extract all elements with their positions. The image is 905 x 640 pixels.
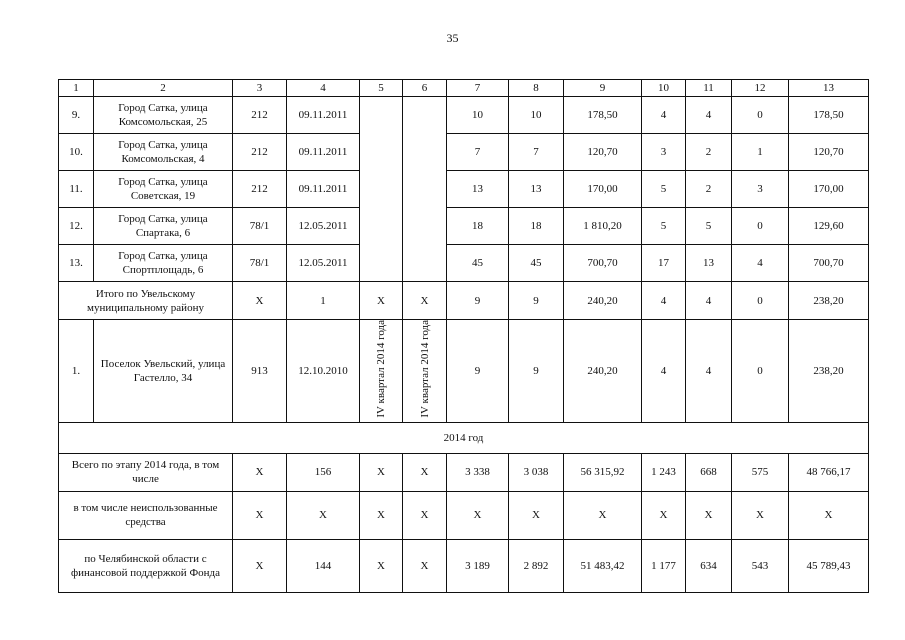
cell: 7 bbox=[509, 134, 564, 171]
cell: 3 038 bbox=[509, 453, 564, 491]
chelyabinsk-label: по Челябинской области с финансовой поддержкой Фонда bbox=[59, 539, 233, 592]
cell: 10 bbox=[509, 97, 564, 134]
vertical-cell bbox=[403, 320, 447, 423]
cell: 170,00 bbox=[564, 171, 642, 208]
cell: 2 892 bbox=[509, 539, 564, 592]
cell: 634 bbox=[686, 539, 732, 592]
cell: X bbox=[732, 491, 789, 539]
cell: 3 bbox=[732, 171, 789, 208]
cell: 7 bbox=[447, 134, 509, 171]
header-cell: 10 bbox=[642, 80, 686, 97]
cell: 120,70 bbox=[564, 134, 642, 171]
cell: X bbox=[287, 491, 360, 539]
cell: 09.11.2011 bbox=[287, 171, 360, 208]
cell: 12.05.2011 bbox=[287, 208, 360, 245]
cell: 575 bbox=[732, 453, 789, 491]
vertical-cell bbox=[360, 320, 403, 423]
cell: 18 bbox=[509, 208, 564, 245]
cell: 240,20 bbox=[564, 320, 642, 423]
cell: 178,50 bbox=[564, 97, 642, 134]
header-cell: 3 bbox=[233, 80, 287, 97]
cell: X bbox=[403, 453, 447, 491]
header-cell: 5 bbox=[360, 80, 403, 97]
header-cell: 9 bbox=[564, 80, 642, 97]
cell: X bbox=[509, 491, 564, 539]
cell: 178,50 bbox=[789, 97, 869, 134]
cell: 5 bbox=[686, 208, 732, 245]
cell: 45 bbox=[447, 245, 509, 282]
cell: 668 bbox=[686, 453, 732, 491]
cell: 3 189 bbox=[447, 539, 509, 592]
table-row bbox=[59, 208, 869, 245]
header-cell: 4 bbox=[287, 80, 360, 97]
address-cell: Город Сатка, улица Советская, 19 bbox=[94, 171, 233, 208]
row-number: 9. bbox=[59, 97, 94, 134]
header-cell: 7 bbox=[447, 80, 509, 97]
cell: 45 789,43 bbox=[789, 539, 869, 592]
cell: 3 bbox=[642, 134, 686, 171]
cell: 1 bbox=[732, 134, 789, 171]
district-total-label: Итого по Увельскому муниципальному району bbox=[59, 282, 233, 320]
cell: 4 bbox=[686, 320, 732, 423]
cell: 4 bbox=[642, 97, 686, 134]
cell: 4 bbox=[642, 282, 686, 320]
cell: 120,70 bbox=[789, 134, 869, 171]
cell: 700,70 bbox=[564, 245, 642, 282]
housing-program-table bbox=[58, 79, 869, 593]
cell: 0 bbox=[732, 320, 789, 423]
cell: 2 bbox=[686, 134, 732, 171]
cell: X bbox=[233, 491, 287, 539]
row-number: 10. bbox=[59, 134, 94, 171]
cell: 1 810,20 bbox=[564, 208, 642, 245]
cell: 1 bbox=[287, 282, 360, 320]
cell: X bbox=[360, 539, 403, 592]
cell: 212 bbox=[233, 97, 287, 134]
year-section-row bbox=[59, 422, 869, 453]
year-section-title: 2014 год bbox=[59, 422, 869, 453]
cell: 18 bbox=[447, 208, 509, 245]
cell: 09.11.2011 bbox=[287, 134, 360, 171]
stage-total-row bbox=[59, 453, 869, 491]
cell: 9 bbox=[447, 282, 509, 320]
address-cell: Город Сатка, улица Комсомольская, 4 bbox=[94, 134, 233, 171]
cell: 913 bbox=[233, 320, 287, 423]
table-row bbox=[59, 245, 869, 282]
cell: 2 bbox=[686, 171, 732, 208]
cell: X bbox=[642, 491, 686, 539]
cell: 9 bbox=[509, 282, 564, 320]
address-cell: Город Сатка, улица Комсомольская, 25 bbox=[94, 97, 233, 134]
cell: 700,70 bbox=[789, 245, 869, 282]
header-cell: 1 bbox=[59, 80, 94, 97]
cell: 56 315,92 bbox=[564, 453, 642, 491]
cell: 238,20 bbox=[789, 282, 869, 320]
cell: 129,60 bbox=[789, 208, 869, 245]
cell: 12.10.2010 bbox=[287, 320, 360, 423]
table-row bbox=[59, 171, 869, 208]
cell: 212 bbox=[233, 134, 287, 171]
cell: 156 bbox=[287, 453, 360, 491]
column-number-header-row bbox=[59, 80, 869, 97]
district-total-row bbox=[59, 282, 869, 320]
cell: 13 bbox=[447, 171, 509, 208]
table-row bbox=[59, 320, 869, 423]
cell: 543 bbox=[732, 539, 789, 592]
header-cell: 8 bbox=[509, 80, 564, 97]
cell: 4 bbox=[642, 320, 686, 423]
vertical-text: IV квартал 2014 года bbox=[375, 320, 387, 418]
header-cell: 12 bbox=[732, 80, 789, 97]
page-number: 35 bbox=[446, 31, 459, 45]
cell: X bbox=[233, 539, 287, 592]
row-number: 11. bbox=[59, 171, 94, 208]
cell: 0 bbox=[732, 208, 789, 245]
cell: 51 483,42 bbox=[564, 539, 642, 592]
cell: 48 766,17 bbox=[789, 453, 869, 491]
cell: X bbox=[360, 491, 403, 539]
unused-funds-label: в том числе неиспользованные средства bbox=[59, 491, 233, 539]
cell: X bbox=[360, 453, 403, 491]
cell: X bbox=[403, 282, 447, 320]
header-cell: 6 bbox=[403, 80, 447, 97]
cell: 5 bbox=[642, 208, 686, 245]
chelyabinsk-row bbox=[59, 539, 869, 592]
cell: 45 bbox=[509, 245, 564, 282]
cell: 212 bbox=[233, 171, 287, 208]
cell: 4 bbox=[686, 282, 732, 320]
cell: 0 bbox=[732, 282, 789, 320]
cell: X bbox=[403, 539, 447, 592]
header-cell: 11 bbox=[686, 80, 732, 97]
cell: X bbox=[686, 491, 732, 539]
cell: 13 bbox=[686, 245, 732, 282]
cell: 13 bbox=[509, 171, 564, 208]
cell: 09.11.2011 bbox=[287, 97, 360, 134]
unused-funds-row bbox=[59, 491, 869, 539]
stage-total-label: Всего по этапу 2014 года, в том числе bbox=[59, 453, 233, 491]
address-cell: Город Сатка, улица Спартака, 6 bbox=[94, 208, 233, 245]
vertical-text: IV квартал 2014 года bbox=[418, 320, 431, 418]
cell: 170,00 bbox=[789, 171, 869, 208]
cell: 78/1 bbox=[233, 208, 287, 245]
cell: 5 bbox=[642, 171, 686, 208]
cell: 4 bbox=[686, 97, 732, 134]
cell: 9 bbox=[509, 320, 564, 423]
header-cell: 13 bbox=[789, 80, 869, 97]
cell: X bbox=[233, 453, 287, 491]
address-cell: Поселок Увельский, улица Гастелло, 34 bbox=[94, 320, 233, 423]
cell: 17 bbox=[642, 245, 686, 282]
row-number: 12. bbox=[59, 208, 94, 245]
empty-merged-cell bbox=[360, 97, 403, 282]
cell: 1 243 bbox=[642, 453, 686, 491]
address-cell: Город Сатка, улица Спортплощадь, 6 bbox=[94, 245, 233, 282]
cell: 144 bbox=[287, 539, 360, 592]
cell: 10 bbox=[447, 97, 509, 134]
cell: X bbox=[564, 491, 642, 539]
cell: 78/1 bbox=[233, 245, 287, 282]
cell: 240,20 bbox=[564, 282, 642, 320]
row-number: 13. bbox=[59, 245, 94, 282]
cell: 12.05.2011 bbox=[287, 245, 360, 282]
cell: 3 338 bbox=[447, 453, 509, 491]
empty-merged-cell bbox=[403, 97, 447, 282]
table-row bbox=[59, 134, 869, 171]
cell: 238,20 bbox=[789, 320, 869, 423]
cell: 9 bbox=[447, 320, 509, 423]
cell: X bbox=[447, 491, 509, 539]
table-row bbox=[59, 97, 869, 134]
header-cell: 2 bbox=[94, 80, 233, 97]
cell: X bbox=[233, 282, 287, 320]
cell: X bbox=[789, 491, 869, 539]
cell: X bbox=[360, 282, 403, 320]
cell: 0 bbox=[732, 97, 789, 134]
cell: 1 177 bbox=[642, 539, 686, 592]
cell: X bbox=[403, 491, 447, 539]
row-number: 1. bbox=[59, 320, 94, 423]
cell: 4 bbox=[732, 245, 789, 282]
